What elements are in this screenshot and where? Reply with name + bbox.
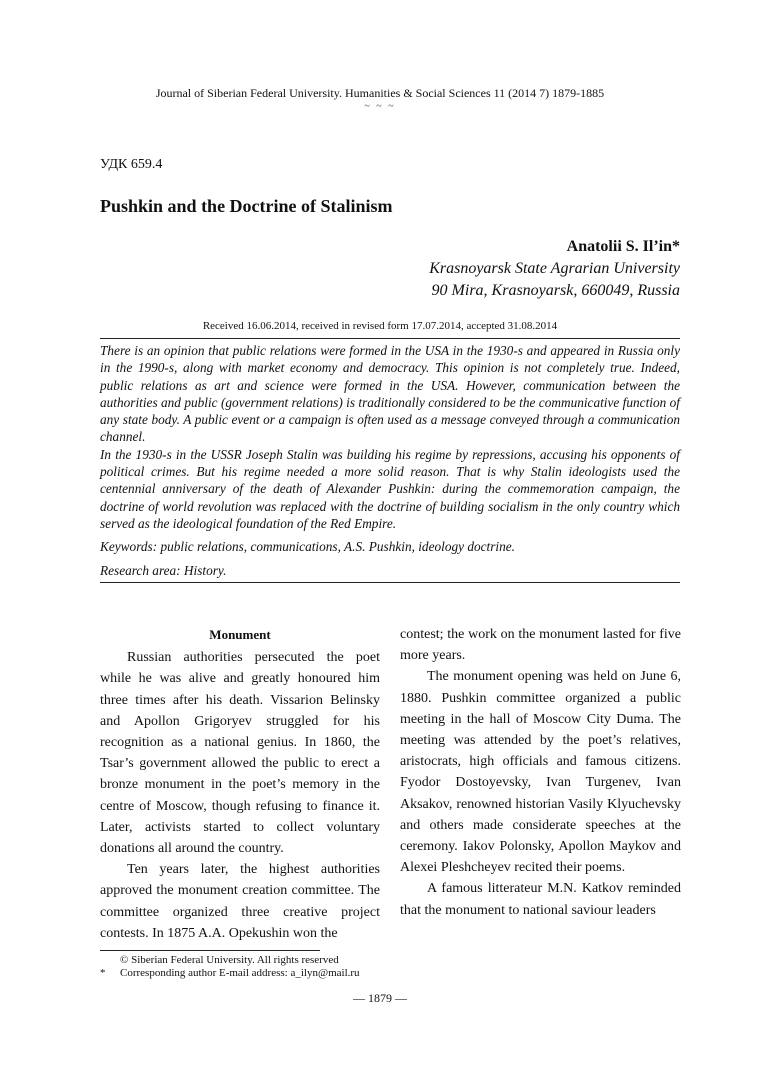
footnote-rule <box>100 950 320 951</box>
abstract <box>100 342 680 532</box>
body-paragraph: The monument opening was held on June 6, 1880. Pushkin committee organized a public meeting in the hall of Moscow City Duma. The meeting was attended by the poet’s relatives, aristocrats, high officials and famous citizens. Fyodor Dostoyevsky, Ivan Turgenev, Ivan Aksakov, renowned historian Vasily Klyuchevsky and others made considerate speeches at the ceremony. Iakov Polonsky, Apollon Maykov and Alexei Pleshcheyev recited their poems. <box>400 669 681 876</box>
footnote-marker: * <box>100 967 106 979</box>
abstract-paragraph: In the 1930-s in the USSR Joseph Stalin was building his regime by repressions, accusing his opponents of political crimes. But his regime needed a more solid reason. That is why Stalin ideologists used the centennial anniversary of the death of Alexander Pushkin: during the commemoration campaign, the doctrine of world revolution was replaced with the doctrine of building socialism in the only country which served as the ideological foundation of the Red Empire. <box>100 446 680 531</box>
body-column-left <box>100 624 380 944</box>
abstract-paragraph: There is an opinion that public relations were formed in the USA in the 1930-s and appeared in Russia only in the 1990-s, along with market economy and democracy. This opinion is not completely true. Indeed, public relations as art and science were formed in the USA. However, communication between the authorities and public (government relations) is traditionally considered to be the communicative function of any state body. A public event or a campaign is often used as a message conveyed through a communication channel. <box>100 343 680 445</box>
abstract-top-rule <box>100 338 680 339</box>
research-area: Research area: History. <box>100 563 227 578</box>
article-title: Pushkin and the Doctrine of Stalinism <box>100 196 393 216</box>
keywords: Keywords: public relations, communications, A.S. Pushkin, ideology doctrine. <box>100 539 515 554</box>
author-affiliation: Krasnoyarsk State Agrarian University <box>429 260 680 277</box>
page-number: — 1879 — <box>353 991 407 1005</box>
body-column-right <box>400 624 681 921</box>
abstract-bottom-rule <box>100 582 680 583</box>
footnote-copyright: © Siberian Federal University. All rights reserved <box>120 954 339 966</box>
body-paragraph: Ten years later, the highest authorities approved the monument creation committee. The committee organized three creative project contests. In 1875 A.A. Opekushin won the <box>100 862 380 941</box>
author-address: 90 Mira, Krasnoyarsk, 660049, Russia <box>431 282 680 299</box>
udk-code: УДК 659.4 <box>100 157 163 172</box>
received-dates: Received 16.06.2014, received in revised form 17.07.2014, accepted 31.08.2014 <box>202 320 558 332</box>
body-paragraph-continuation: contest; the work on the monument lasted for five more years. <box>400 627 681 664</box>
header-ornament: ~ ~ ~ <box>364 101 396 112</box>
footnote-corresponding-author: Corresponding author E-mail address: a_ilyn@mail.ru <box>120 967 360 979</box>
body-paragraph: Russian authorities persecuted the poet while he was alive and greatly honoured him three times after his death. Vissarion Belinsky and Apollon Grigoryev struggled for his recognition as a national genius. In 1860, the Tsar’s government allowed the public to erect a bronze monument in the poet’s memory in the centre of Moscow, though refusing to finance it. Later, activists started to collect voluntary donations all around the country. <box>100 650 380 857</box>
journal-header: Journal of Siberian Federal University. Humanities & Social Sciences 11 (2014 7) 1879-1885 <box>155 86 605 100</box>
body-paragraph: A famous litterateur M.N. Katkov reminded that the monument to national saviour leaders <box>400 881 681 918</box>
section-heading: Monument <box>209 627 271 642</box>
author-name: Anatolii S. Il’in* <box>566 238 680 255</box>
author-block <box>429 236 680 302</box>
